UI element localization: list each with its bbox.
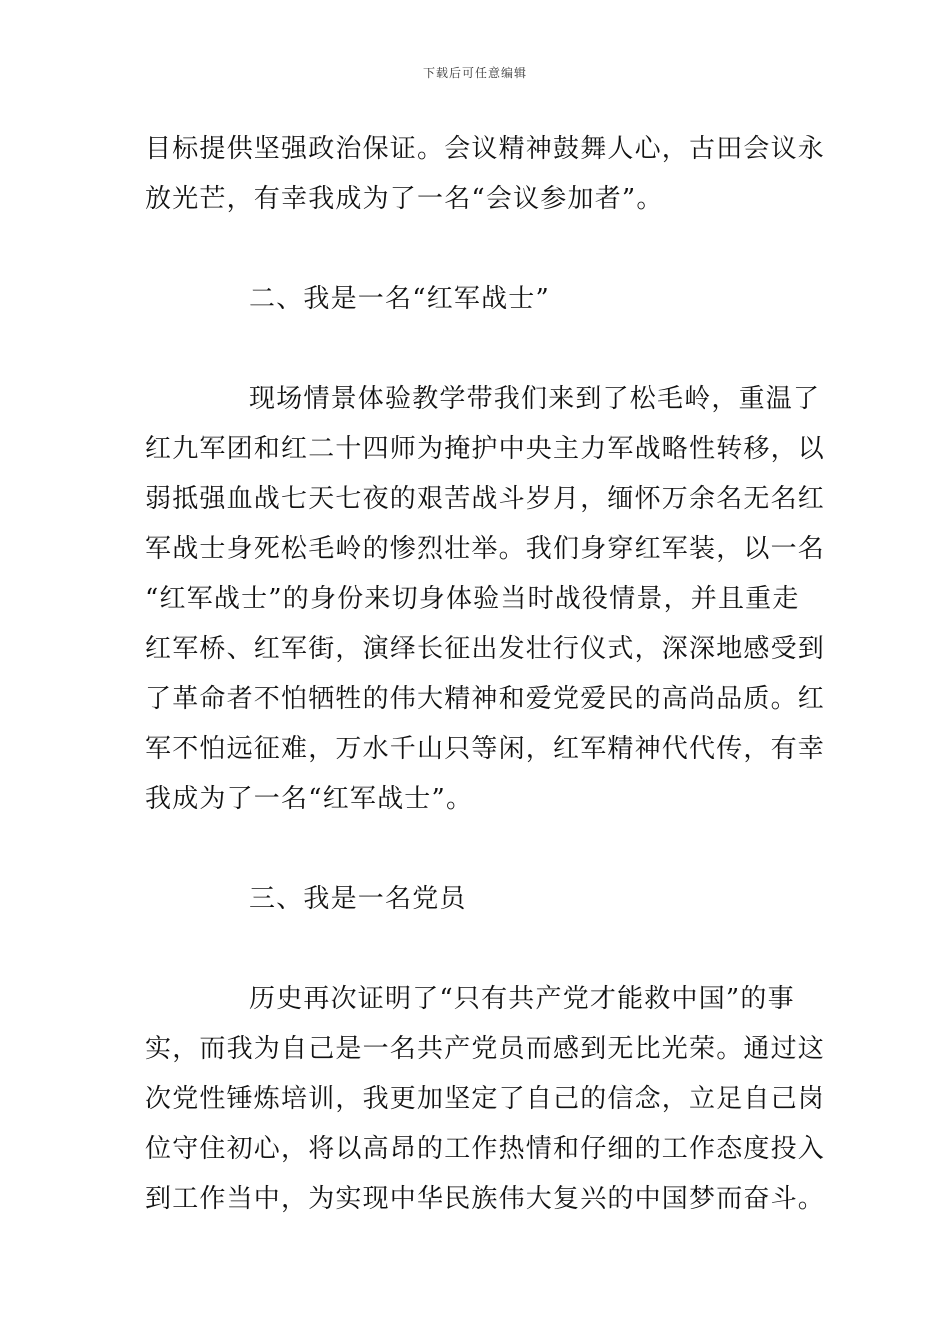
document-body <box>145 124 826 1224</box>
paragraph-line: 位守住初心，将以高昂的工作热情和仔细的工作态度投入 <box>145 1134 826 1164</box>
paragraph-line: 军战士身死松毛岭的惨烈壮举。我们身穿红军装，以一名 <box>145 534 826 564</box>
paragraph-1 <box>145 124 826 224</box>
paragraph-3 <box>145 974 826 1224</box>
paragraph-line: 历史再次证明了“只有共产党才能救中国”的事 <box>249 984 795 1014</box>
paragraph-line: 军不怕远征难，万水千山只等闲，红军精神代代传，有幸 <box>145 734 826 764</box>
paragraph-line: 红军桥、红军街，演绎长征出发壮行仪式，深深地感受到 <box>145 634 826 664</box>
paragraph-line: 了革命者不怕牺牲的伟大精神和爱党爱民的高尚品质。红 <box>145 684 826 714</box>
paragraph-spacer <box>145 224 805 274</box>
paragraph-line: 现场情景体验教学带我们来到了松毛岭，重温了 <box>249 384 821 414</box>
page-header: 下载后可任意编辑 <box>422 66 527 80</box>
paragraph-spacer <box>145 324 805 374</box>
paragraph-line: “红军战士”的身份来切身体验当时战役情景，并且重走 <box>145 584 800 614</box>
paragraph-spacer <box>145 824 805 874</box>
paragraph-line: 到工作当中，为实现中华民族伟大复兴的中国梦而奋斗。 <box>145 1184 826 1214</box>
section-heading-2: 二、我是一名“红军战士” <box>249 284 550 314</box>
paragraph-spacer <box>145 924 805 974</box>
paragraph-line: 目标提供坚强政治保证。会议精神鼓舞人心，古田会议永 <box>145 134 826 164</box>
section-heading-3: 三、我是一名党员 <box>249 884 467 914</box>
paragraph-line: 放光芒，有幸我成为了一名“会议参加者”。 <box>145 184 664 214</box>
paragraph-line: 弱抵强血战七天七夜的艰苦战斗岁月，缅怀万余名无名红 <box>145 484 826 514</box>
paragraph-line: 红九军团和红二十四师为掩护中央主力军战略性转移，以 <box>145 434 826 464</box>
paragraph-line: 我成为了一名“红军战士”。 <box>145 784 474 814</box>
paragraph-line: 次党性锤炼培训，我更加坚定了自己的信念，立足自己岗 <box>145 1084 826 1114</box>
paragraph-line: 实，而我为自己是一名共产党员而感到无比光荣。通过这 <box>145 1034 826 1064</box>
paragraph-2 <box>145 374 826 824</box>
